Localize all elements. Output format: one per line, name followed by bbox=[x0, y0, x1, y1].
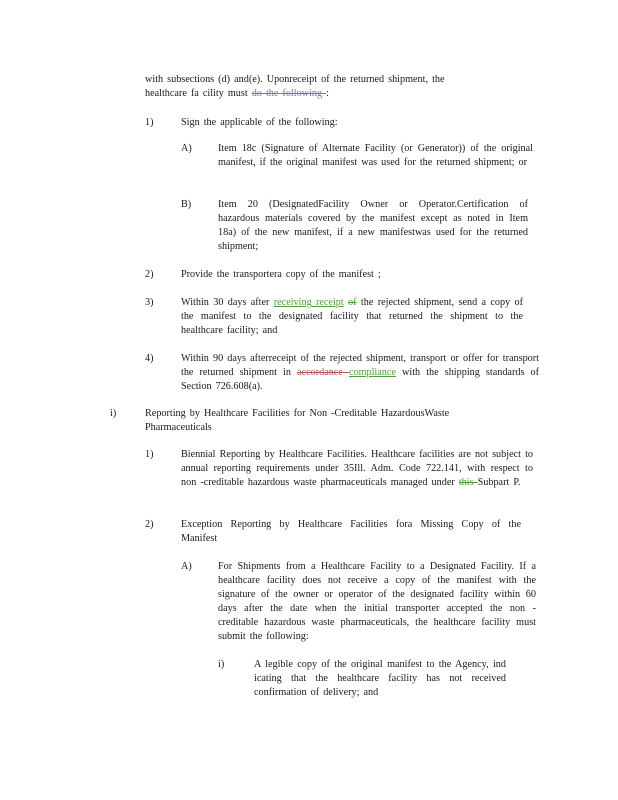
deleted-text: this bbox=[458, 477, 478, 488]
section-title: Reporting by Healthcare Facilities for Non -Creditable HazardousWaste Pharmaceuticals bbox=[145, 408, 450, 433]
item-text-part: Biennial Reporting by Healthcare Facilities. Healthcare facilities are not subject to annual reporting requirements under 35Ill. Adm. Code 722.141, with respect to non -creditable hazardous waste pharmaceuticals managed under bbox=[181, 449, 533, 488]
item-text-part: Within 90 days afterreceipt of the rejected shipment, transport or offer for transport the returned shipment in bbox=[181, 353, 539, 378]
subitem-label: B) bbox=[181, 199, 192, 210]
item-number: 2) bbox=[145, 269, 154, 280]
item-number: 3) bbox=[145, 297, 154, 308]
inserted-text: compliance bbox=[348, 367, 396, 378]
intro-line-1: with subsections (d) and(e). Uponreceipt of the returned shipment, the bbox=[145, 74, 445, 85]
item-number: 2) bbox=[145, 519, 154, 530]
item-number: 4) bbox=[145, 353, 154, 364]
item-text-part: Subpart P. bbox=[477, 477, 521, 488]
item-number: 1) bbox=[145, 449, 154, 460]
item-number: 1) bbox=[145, 117, 154, 128]
deleted-text: do the following bbox=[251, 88, 327, 99]
intro-line-2 bbox=[145, 87, 485, 101]
item-text-part: with the shipping standards of Section 726.608(a). bbox=[181, 367, 539, 392]
intro-line-2-end: : bbox=[326, 88, 329, 99]
intro-paragraph bbox=[145, 73, 485, 101]
subitem-label: A) bbox=[181, 143, 192, 154]
item-text: Provide the transportera copy of the manifest ; bbox=[181, 269, 381, 280]
item-text: Exception Reporting by Healthcare Facilities fora Missing Copy of the Manifest bbox=[181, 519, 521, 544]
item-text bbox=[181, 448, 533, 490]
subsubitem-label: i) bbox=[218, 659, 225, 670]
subitem-label: A) bbox=[181, 561, 192, 572]
item-text-part: the rejected shipment, send a copy of the manifest to the designated facility that returned the shipment to the healthcare facility; and bbox=[181, 297, 524, 336]
subitem-text: For Shipments from a Healthcare Facility to a Designated Facility. If a healthcare facility does not receive a copy of the manifest with the signature of the owner or operator of the designated facility within 60 days after the date when the initial transporter accepted the non -creditable hazardous waste pharmaceuticals, the healthcare facility must submit the following: bbox=[218, 561, 536, 642]
section-label: i) bbox=[110, 408, 117, 419]
item-text bbox=[181, 296, 523, 338]
subitem-text: Item 18c (Signature of Alternate Facility (or Generator)) of the original manifest, if the original manifest was used for the returned shipment; or bbox=[218, 143, 533, 168]
subitem-text: Item 20 (DesignatedFacility Owner or Operator.Certification of hazardous materials covered by the manifest except as noted in Item 18a) of the new manifest, if a new manifestwas used for the returned shipment; bbox=[218, 199, 528, 252]
deleted-text: of bbox=[348, 297, 357, 308]
inserted-text: receipt bbox=[316, 297, 344, 308]
subsubitem-text: A legible copy of the original manifest to the Agency, ind icating that the healthcare facility has not received confirmation of delivery; and bbox=[254, 659, 506, 698]
inserted-text: receiving bbox=[273, 297, 312, 308]
intro-line-2-text: healthcare fa cility must bbox=[145, 88, 252, 99]
item-text-part: Within 30 days after bbox=[181, 297, 274, 308]
deleted-text: accordance bbox=[297, 367, 349, 378]
item-text: Sign the applicable of the following: bbox=[181, 117, 338, 128]
item-text bbox=[181, 352, 539, 394]
